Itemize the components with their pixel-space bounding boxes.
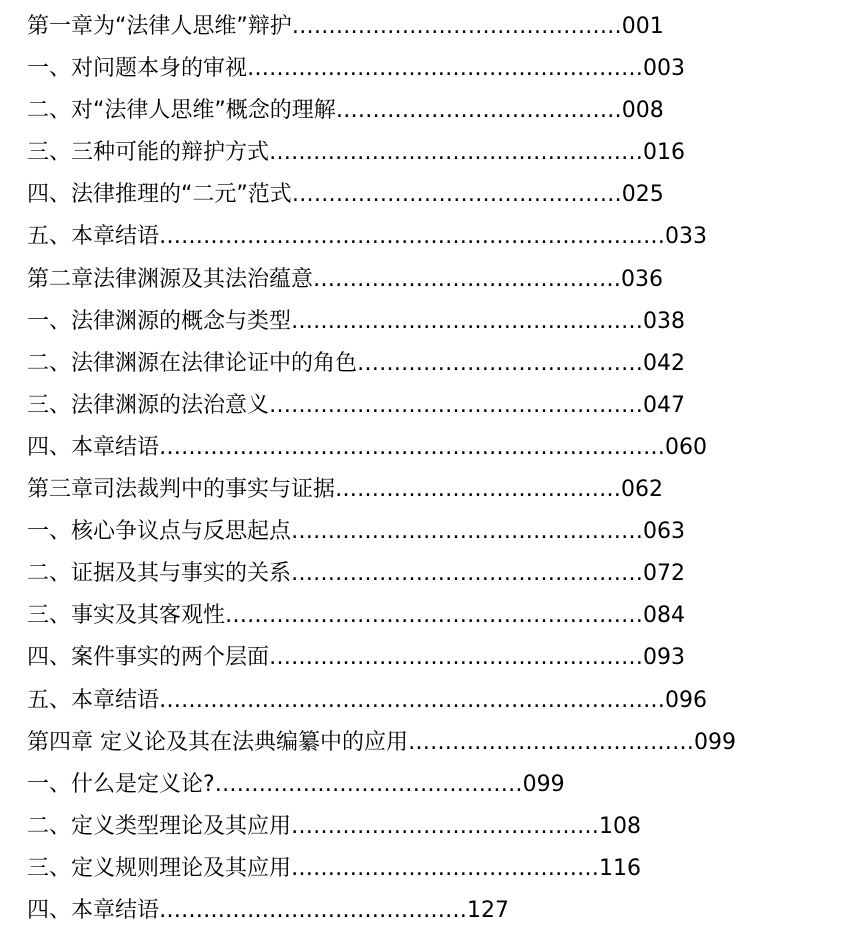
toc-entry: 三、定义规则理论及其应用……………………………………116: [27, 855, 641, 881]
toc-entry: 四、本章结语……………………………………127: [27, 897, 509, 923]
toc-entry: 二、法律渊源在法律论证中的角色…………………………………042: [27, 350, 685, 376]
toc-entry-chapter-1: 第一章为“法律人思维”辩护………………………………………001: [27, 14, 664, 39]
toc-entry: 一、什么是定义论?……………………………………099: [27, 771, 565, 797]
toc-entry: 五、本章结语……………………………………………………………096: [27, 687, 707, 713]
toc-entry: 五、本章结语……………………………………………………………033: [27, 224, 707, 250]
toc-entry: 二、对“法律人思维”概念的理解…………………………………008: [27, 98, 664, 124]
toc-entry-chapter-3: 第三章司法裁判中的事实与证据…………………………………062: [27, 477, 663, 503]
toc-entry: 三、事实及其客观性…………………………………………………084: [27, 603, 685, 629]
toc-entry: 三、法律渊源的法治意义……………………………………………047: [27, 392, 685, 418]
toc-entry: 二、证据及其与事实的关系…………………………………………072: [27, 561, 685, 587]
toc-entry: 二、定义类型理论及其应用……………………………………108: [27, 813, 641, 839]
toc-entry-chapter-2: 第二章法律渊源及其法治蕴意……………………………………036: [27, 266, 663, 292]
toc-entry: 四、本章结语……………………………………………………………060: [27, 434, 707, 460]
toc-entry: 一、对问题本身的审视………………………………………………003: [27, 56, 685, 82]
toc-entry-chapter-4: 第四章 定义论及其在法典编纂中的应用…………………………………099: [27, 729, 736, 755]
toc-entry: 一、法律渊源的概念与类型…………………………………………038: [27, 308, 685, 334]
toc-entry: 三、三种可能的辩护方式……………………………………………016: [27, 140, 685, 166]
toc-entry: 四、法律推理的“二元”范式………………………………………025: [27, 182, 664, 208]
toc-entry: 四、案件事实的两个层面……………………………………………093: [27, 645, 685, 671]
table-of-contents: [27, 6, 863, 932]
toc-entry: 一、核心争议点与反思起点…………………………………………063: [27, 519, 685, 545]
